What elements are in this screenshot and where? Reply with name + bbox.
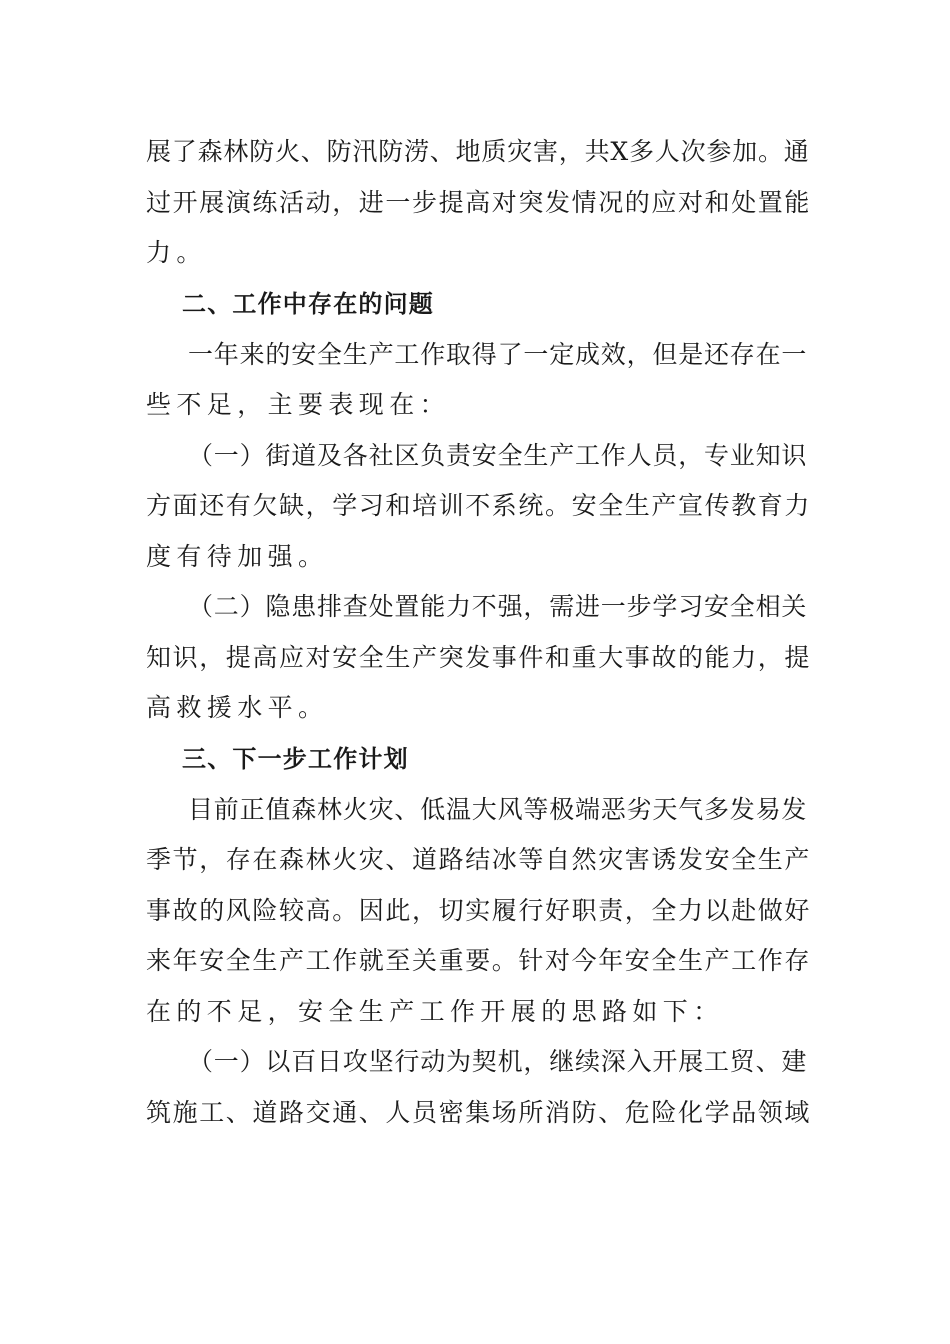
body-text-line: （二）隐患排查处置能力不强，需进一步学习安全相关	[188, 592, 808, 621]
body-text-line: 事故的风险较高。因此，切实履行好职责，全力以赴做好	[146, 896, 812, 925]
body-text-line: 些不足，主要表现在：	[146, 390, 451, 419]
body-text-line: 展了森林防火、防汛防涝、地质灾害，共X多人次参加。通	[146, 137, 810, 166]
body-text-line: 季节，存在森林火灾、道路结冰等自然灾害诱发安全生产	[146, 845, 812, 874]
body-text-line: （一）街道及各社区负责安全生产工作人员，专业知识	[188, 441, 808, 470]
body-text-line: 力。	[146, 238, 207, 267]
body-text-line: （一）以百日攻坚行动为契机，继续深入开展工贸、建	[188, 1047, 808, 1076]
body-text-line: 目前正值森林火灾、低温大风等极端恶劣天气多发易发	[188, 795, 808, 824]
body-text-line: 知识，提高应对安全生产突发事件和重大事故的能力，提	[146, 643, 812, 672]
section-heading: 三、下一步工作计划	[182, 745, 409, 773]
section-heading: 二、工作中存在的问题	[182, 290, 434, 318]
body-text-line: 度有待加强。	[146, 542, 329, 571]
body-text-line: 方面还有欠缺，学习和培训不系统。安全生产宣传教育力	[146, 491, 812, 520]
body-text-line: 一年来的安全生产工作取得了一定成效，但是还存在一	[188, 340, 808, 369]
body-text-line: 筑施工、道路交通、人员密集场所消防、危险化学品领域	[146, 1098, 812, 1127]
body-text-line: 在的不足，安全生产工作开展的思路如下：	[146, 997, 724, 1026]
body-text-line: 过开展演练活动，进一步提高对突发情况的应对和处置能	[146, 188, 812, 217]
body-text-line: 来年安全生产工作就至关重要。针对今年安全生产工作存	[146, 946, 812, 975]
body-text-line: 高救援水平。	[146, 693, 329, 722]
